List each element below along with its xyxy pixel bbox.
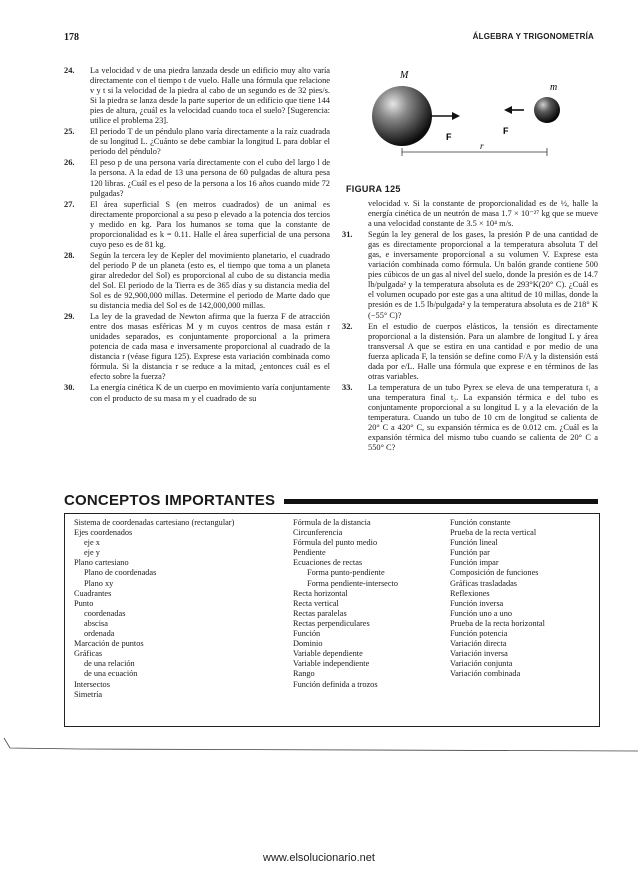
concept-item: Función constante [450,518,511,527]
concepts-column-1 [74,518,284,700]
concept-item: Variable dependiente [293,649,363,659]
problem-32 [342,322,598,382]
problem-text: Según la ley general de los gases, la presión P de una cantidad de gas es directamente proporcional a la temperatura absoluta T del gas, e inversamente proporcional a su volumen V. Exprese esta variación combinada como fórmula. Un balón grande contiene 500 pies cúbicos de un gas al nivel del suelo, donde la presión es de 14.7 lb/pulgada² y la temperatura absoluta es de 293°K(20° C). ¿Cuál es el volumen ocupado por este gas a una altitud de 10 millas, donde la presión es de 1.5 lb/pulgada² y la temperatura absoluta es de 218° K (−55° C)? [368,230,598,320]
problem-text: La temperatura de un tubo Pyrex se eleva de una temperatura t₁ a una temperatura final t₂. La expansión térmica e del tubo es conjuntamente proporcional a su longitud L y a la elevación de la temperatura. Cuando un tubo de 10 cm de longitud se calienta de 20° C a 420° C, su expansión térmica es de 0.012 cm. ¿Cuál es la expansión térmica del mismo tubo cuando se calienta de 20° C a 550° C? [368,382,598,453]
concept-item: Variación directa [450,639,507,649]
concept-item: Cuadrantes [74,588,112,598]
concept-item: Variable independiente [293,659,370,669]
concept-item: Circunferencia [293,528,343,538]
concept-item: Función uno a uno [450,608,512,618]
small-sphere-m [534,97,560,123]
problem-text: En el estudio de cuerpos elásticos, la tensión es directamente proporcional a la distensión. Para un alambre de longitud L y área transversal A que se estira en una cantidad e por medio de una fuerza aplicada F, la tensión se define como F/A y la distensión está dada por e/L. Halle una fórmula que exprese e en términos de las otras variables. [368,321,598,381]
problem-25 [64,127,330,157]
concept-item: Intersectos [74,679,110,689]
problem-33 [342,383,598,453]
mass-M-label: M [400,70,409,81]
problem-number: 29. [64,312,75,322]
problem-26 [64,158,330,198]
problem-text: El peso p de una persona varía directamente con el cubo del largo l de la persona. A la edad de 13 una persona de 60 pulgadas de altura pesa 120 libras. ¿Cuál es el peso de la persona a los 16 años cuando mide 72 pulgadas? [90,158,330,198]
problem-text: El área superficial S (en metros cuadrados) de un animal es directamente proporcional a su peso p elevado a la potencia dos tercios y medido en kg. Para los humanos se toma que la constante de proporcionalidad es k = 0.11. Halle el área superficial de una persona cuyo peso es de 81 kg. [90,199,330,249]
concept-item: Prueba de la recta vertical [450,528,537,538]
footer-url[interactable]: www.elsolucionario.net [263,852,375,864]
figure-125-diagram [330,64,620,196]
concept-item: Plano de coordenadas [84,568,157,578]
figure-caption: FIGURA 125 [346,184,401,194]
concept-item: eje x [84,538,100,548]
problem-number: 28. [64,250,75,260]
concept-item: Pendiente [293,548,326,558]
force-F-left-label: F [446,132,452,142]
problem-number: 30. [64,383,75,393]
concept-item: Función [293,629,321,639]
concept-item: Plano cartesiano [74,558,129,568]
concept-item: Fórmula del punto medio [293,538,378,548]
concept-item: Forma punto-pendiente [307,568,385,578]
right-problem-column [342,199,598,454]
problem-text: La energía cinética K de un cuerpo en movimiento varía conjuntamente con el producto de su masa m y el cuadrado de su [90,383,330,403]
problem-31 [342,230,598,320]
problem-number: 33. [342,382,353,392]
concept-item: Función lineal [450,538,498,548]
running-title: ÁLGEBRA Y TRIGONOMETRÍA [472,32,594,41]
concept-item: Función par [450,548,490,558]
concepts-box [64,513,600,727]
concept-item: Gráficas [74,649,103,659]
large-sphere-M [372,86,432,146]
page-number: 178 [64,32,79,43]
problem-text: La velocidad v de una piedra lanzada desde un edificio muy alto varía directamente con el tiempo t de vuelo. Halle una fórmula que relacione v y t si la velocidad de la piedra al cabo de un segundo es de 32 pies/s. Si la piedra se lanza desde la parte superior de un edificio que tiene 144 pies de altura, ¿cuál es la velocidad cuando toca el suelo? [Sugerencia: utilice el problema 23]. [90,66,330,126]
problem-number: 26. [64,158,75,168]
problem-30-continuation: velocidad v. Si la constante de proporcionalidad es de ½, halle la energía cinética de un neutrón de masa 1.7 × 10⁻²⁷ kg que se mueve a una velocidad constante de 3.5 × 10⁴ m/s. [368,199,598,229]
problem-text: La ley de la gravedad de Newton afirma que la fuerza F de atracción entre dos masas esféricas M y m cuyos centros de masa están r unidades separados, es conjuntamente proporcional a la primera potencia de cada masa e inversamente proporcional al cuadrado de la distancia r (véase figura 125). Exprese esta variación combinada como fórmula. Si la distancia r se reduce a la mitad, ¿entonces cuál es el efecto sobre la fuerza? [90,312,330,382]
problem-number: 32. [342,321,353,331]
concept-item: Función impar [450,558,499,568]
concept-item: eje y [84,548,100,558]
problem-28 [64,251,330,311]
left-problem-column [64,66,330,405]
concept-item: Simetría [74,689,103,699]
problem-27 [64,200,330,250]
distance-r-label: r [480,141,484,151]
concept-item: Rectas perpendiculares [293,618,370,628]
concept-item: Variación conjunta [450,659,513,669]
concept-item: Composición de funciones [450,568,539,578]
concept-item: Función potencia [450,629,508,639]
concept-item: Marcación de puntos [74,639,144,649]
concepts-column-2 [293,518,443,690]
concept-item: Variación combinada [450,669,521,679]
concept-item: Prueba de la recta horizontal [450,618,545,628]
concept-item: Rectas paralelas [293,608,347,618]
force-F-right-label: F [503,126,509,136]
problem-text: El periodo T de un péndulo plano varía directamente a la raíz cuadrada de su longitud L. ¿Cuánto se debe cambiar la longitud L para doblar el periodo del péndulo? [90,127,330,157]
concept-item: de una ecuación [84,669,138,679]
problem-number: 24. [64,66,75,75]
concept-item: coordenadas [84,608,126,618]
concept-item: Plano xy [84,578,114,588]
problem-number: 27. [64,199,75,209]
problem-24 [64,66,330,126]
problem-number: 25. [64,127,75,137]
concept-item: Dominio [293,639,323,649]
concept-item: Sistema de coordenadas cartesiano (rectangular) [74,518,235,527]
problem-number: 31. [342,230,353,240]
concept-item: de una relación [84,659,135,669]
concept-item: Reflexiones [450,588,490,598]
concept-item: Punto [74,598,94,608]
concept-item: Recta horizontal [293,588,348,598]
problem-29 [64,312,330,382]
concept-item: Rango [293,669,315,679]
arrow-head-left-icon [504,106,512,114]
problem-30 [64,383,330,403]
concepts-column-3 [450,518,595,680]
heading-rule [284,499,598,504]
concept-item: Variación inversa [450,649,508,659]
concept-item: Función definida a trozos [293,679,378,689]
concept-item: Ejes coordenados [74,528,133,538]
arrow-head-right-icon [452,112,460,120]
concepts-heading: CONCEPTOS IMPORTANTES [64,492,276,509]
concept-item: ordenada [84,629,115,639]
mass-m-label: m [550,82,558,93]
concept-item: abscisa [84,618,108,628]
concept-item: Fórmula de la distancia [293,518,371,527]
problem-text: Según la tercera ley de Kepler del movimiento planetario, el cuadrado del periodo P de un planeta (esto es, el tiempo que toma a un planeta girar alrededor del Sol) es proporcional al cubo de su distancia media del Sol. El periodo de la Tierra es de 365 días y su distancia media del Sol es de 92,900,000 millas. Determine el periodo de Marte dado que su distancia media del Sol es de 142,000,000 millas. [90,250,330,311]
concept-item: Gráficas trasladadas [450,578,518,588]
scan-artifact-line [0,736,638,752]
concept-item: Recta vertical [293,598,339,608]
concept-item: Función inversa [450,598,504,608]
concept-item: Ecuaciones de rectas [293,558,363,568]
concept-item: Forma pendiente-intersecto [307,578,399,588]
